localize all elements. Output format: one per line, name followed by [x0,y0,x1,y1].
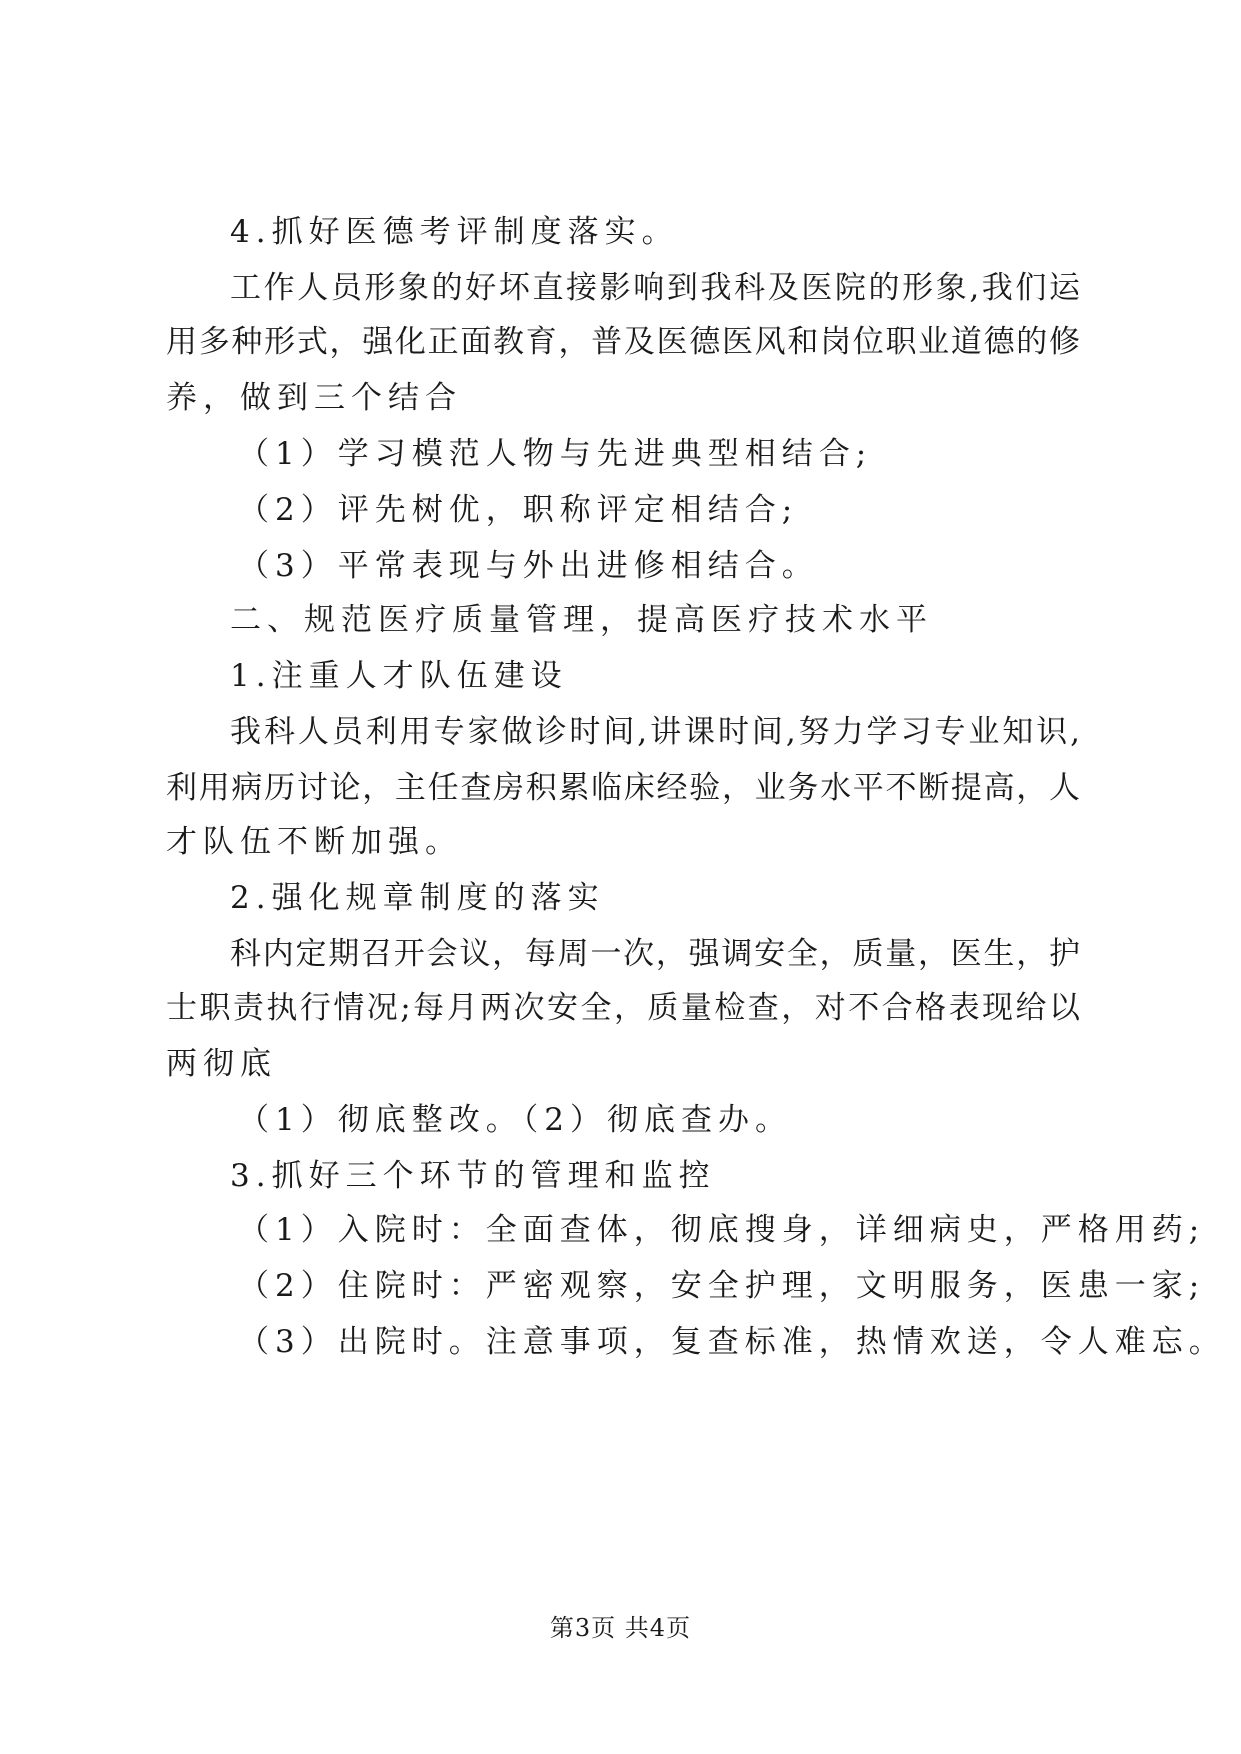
subheading-3: 3.抓好三个环节的管理和监控 [230,1158,716,1194]
paragraph-line: 我科人员利用专家做诊时间,讲课时间,努力学习专业知识, [230,714,1080,750]
list-item: （2）评先树优，职称评定相结合; [238,492,799,528]
list-item: （1）彻底整改。（2）彻底查办。 [238,1102,792,1138]
list-item: （1）学习模范人物与先进典型相结合; [238,436,873,472]
page-footer: 第3页 共4页 [549,1614,692,1642]
paragraph-line: 用多种形式，强化正面教育，普及医德医风和岗位职业道德的修 [166,324,1080,360]
list-item: （1）入院时：全面查体，彻底搜身，详细病史，严格用药; [238,1212,1206,1248]
paragraph-line: 养，做到三个结合 [166,380,462,416]
paragraph-line: 利用病历讨论，主任查房积累临床经验，业务水平不断提高，人 [166,770,1080,806]
paragraph-line: 工作人员形象的好坏直接影响到我科及医院的形象,我们运 [230,270,1080,306]
list-item: （3）平常表现与外出进修相结合。 [238,548,819,584]
list-item: （3）出院时。注意事项，复查标准，热情欢送，令人难忘。 [238,1324,1226,1360]
paragraph-line: 科内定期召开会议，每周一次，强调安全，质量，医生，护 [230,936,1080,972]
paragraph-line: 士职责执行情况;每月两次安全，质量检查，对不合格表现给以 [166,990,1080,1026]
section-heading: 二、规范医疗质量管理，提高医疗技术水平 [230,602,933,638]
subheading-1: 1.注重人才队伍建设 [230,658,568,694]
subheading-2: 2.强化规章制度的落实 [230,880,605,916]
paragraph-line: 两彻底 [166,1046,277,1082]
paragraph-line: 才队伍不断加强。 [166,824,462,860]
heading-4: 4.抓好医德考评制度落实。 [230,214,679,250]
list-item: （2）住院时：严密观察，安全护理，文明服务，医患一家; [238,1268,1206,1304]
